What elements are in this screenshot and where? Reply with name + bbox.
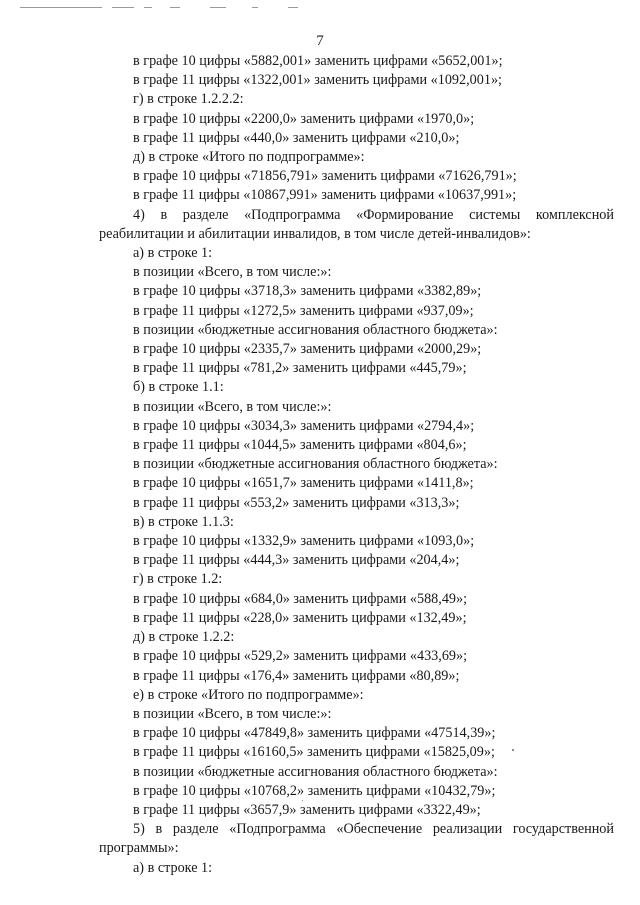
text-line: в позиции «Всего, в том числе:»: [133,264,332,281]
text-line: в графе 11 цифры «176,4» заменить цифрами «80,89»; [133,667,460,684]
text-line: в позиции «Всего, в том числе:»: [133,705,332,722]
text-line: в графе 11 цифры «3657,9» заменить цифрами «3322,49»; [133,801,481,818]
text-line: в позиции «бюджетные ассигнования областного бюджета»: [133,763,498,780]
text-line: в позиции «бюджетные ассигнования областного бюджета»: [133,321,498,338]
text-line: в графе 10 цифры «1651,7» заменить цифрами «1411,8»; [133,475,474,492]
text-line: в графе 10 цифры «1332,9» заменить цифрами «1093,0»; [133,533,475,550]
paragraph: 4) в разделе «Подпрограмма «Формирование системы комплексной реабилитации и абилитации инвалидов, в том числе детей-инвалидов»: [99,206,614,242]
text-line: в графе 11 цифры «553,2» заменить цифрами «313,3»; [133,494,460,511]
text-line: в графе 11 цифры «1322,001» заменить цифрами «1092,001»; [133,72,502,89]
text-line: г) в строке 1.2: [133,571,223,588]
scan-artifacts [20,7,320,10]
text-line: в графе 10 цифры «71856,791» заменить цифрами «71626,791»; [133,168,517,185]
text-line: е) в строке «Итого по подпрограмме»: [133,686,364,703]
text-line: д) в строке 1.2.2: [133,629,235,646]
text-line: в графе 11 цифры «1272,5» заменить цифрами «937,09»; [133,302,474,319]
text-line: в графе 10 цифры «47849,8» заменить цифрами «47514,39»; [133,725,496,742]
text-line: в позиции «бюджетные ассигнования областного бюджета»: [133,456,498,473]
paragraph: 5) в разделе «Подпрограмма «Обеспечение реализации государственной программы»: [99,821,614,857]
text-line: а) в строке 1: [133,245,213,262]
text-line: в графе 10 цифры «2200,0» заменить цифрами «1970,0»; [133,110,475,127]
text-line: в позиции «Всего, в том числе:»: [133,398,332,415]
text-line: в графе 11 цифры «10867,991» заменить цифрами «10637,991»; [133,187,517,204]
text-line: в графе 10 цифры «529,2» заменить цифрами «433,69»; [133,648,468,665]
text-line: в графе 11 цифры «781,2» заменить цифрами «445,79»; [133,360,467,377]
text-line: в графе 11 цифры «444,3» заменить цифрами «204,4»; [133,552,460,569]
text-line: в графе 11 цифры «228,0» заменить цифрами «132,49»; [133,609,467,626]
text-line: в графе 10 цифры «3034,3» заменить цифрами «2794,4»; [133,417,475,434]
text-line: д) в строке «Итого по подпрограмме»: [133,149,365,166]
text-line: в графе 10 цифры «2335,7» заменить цифрами «2000,29»; [133,341,482,358]
document-body [99,52,614,878]
text-line: в графе 11 цифры «440,0» заменить цифрами «210,0»; [133,129,460,146]
text-line: в графе 10 цифры «5882,001» заменить цифрами «5652,001»; [133,53,503,69]
text-line: а) в строке 1: [133,859,213,876]
text-line: в графе 11 цифры «16160,5» заменить цифрами «15825,09»; [133,744,495,761]
text-line: г) в строке 1.2.2.2: [133,91,244,108]
text-line: в графе 10 цифры «3718,3» заменить цифрами «3382,89»; [133,283,482,300]
text-line: в) в строке 1.1.3: [133,513,234,530]
text-line: в графе 10 цифры «684,0» заменить цифрами «588,49»; [133,590,468,607]
page-number: 7 [316,33,324,49]
text-line: б) в строке 1.1: [133,379,224,396]
text-line: в графе 11 цифры «1044,5» заменить цифрами «804,6»; [133,437,467,454]
text-line: в графе 10 цифры «10768,2» заменить цифрами «10432,79»; [133,782,496,799]
